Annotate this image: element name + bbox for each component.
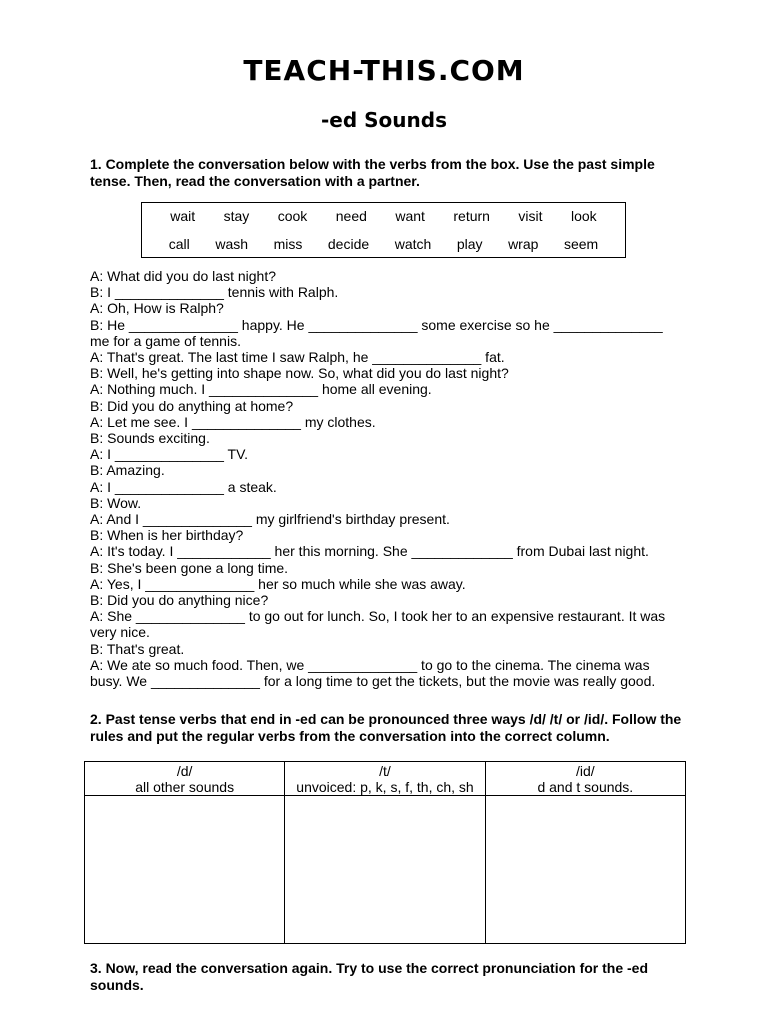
conversation-line: A: I ______________ TV. [90, 446, 249, 463]
answer-cell-d[interactable] [85, 796, 285, 944]
conversation-line: A: Yes, I ______________ her so much while she was away. [90, 575, 466, 592]
conversation-line: B: He ______________ happy. He ______________ some exercise so he ______________ [90, 316, 663, 333]
column-sound: /t/ [379, 762, 391, 779]
conversation-line: B: Amazing. [90, 462, 165, 479]
column-header-d [85, 762, 285, 796]
conversation-line: B: That's great. [90, 640, 185, 657]
answer-cell-t[interactable] [285, 796, 485, 944]
column-rule: all other sounds [135, 778, 235, 795]
conversation-line: A: Nothing much. I ______________ home all evening. [90, 381, 432, 398]
verb-word: visit [518, 208, 543, 224]
verb-word: wrap [508, 236, 539, 252]
verb-box [141, 202, 626, 258]
worksheet-title: -ed Sounds [321, 108, 447, 132]
column-header-id [485, 762, 685, 796]
column-header-t [285, 762, 485, 796]
conversation-line: A: She ______________ to go out for lunch. So, I took her to an expensive restaurant. It was [90, 608, 666, 625]
conversation-line: busy. We ______________ for a long time to get the tickets, but the movie was really good. [90, 673, 656, 690]
conversation-line: A: Oh, How is Ralph? [90, 300, 224, 317]
exercise-3-instruction: 3. Now, read the conversation again. Try to use the correct pronunciation for the -ed sounds. [90, 960, 649, 993]
verb-word: wash [215, 236, 249, 252]
answer-cell-id[interactable] [485, 796, 685, 944]
verb-word: look [571, 208, 597, 224]
verb-word: miss [273, 236, 303, 252]
conversation-line: very nice. [90, 624, 150, 641]
exercise-2-instruction: 2. Past tense verbs that end in -ed can be pronounced three ways /d/ /t/ or /id/. Follow the rules and put the regular verbs from the conversation into the correct column. [90, 711, 682, 744]
conversation-line: B: Did you do anything nice? [90, 592, 269, 609]
conversation-line: A: We ate so much food. Then, we ______________ to go to the cinema. The cinema was [90, 656, 650, 673]
exercise-1-instruction: 1. Complete the conversation below with the verbs from the box. Use the past simple tense. Then, read the conversation with a partner. [90, 156, 655, 189]
conversation [90, 268, 690, 689]
site-title: TEACH-THIS.COM [243, 54, 525, 87]
verb-row-1 [142, 207, 625, 225]
verb-word: stay [223, 208, 250, 224]
conversation-line: B: She's been gone a long time. [90, 559, 289, 576]
conversation-line: B: When is her birthday? [90, 527, 244, 544]
verb-row-2 [142, 235, 625, 253]
conversation-line: B: Sounds exciting. [90, 430, 210, 447]
verb-word: decide [327, 236, 370, 252]
column-sound: /id/ [575, 762, 595, 779]
column-sound: /d/ [176, 762, 193, 779]
conversation-line: me for a game of tennis. [90, 332, 241, 349]
conversation-line: A: That's great. The last time I saw Ralph, he ______________ fat. [90, 349, 505, 366]
verb-word: want [395, 208, 425, 224]
conversation-line: A: Let me see. I ______________ my clothes. [90, 413, 376, 430]
conversation-line: A: And I ______________ my girlfriend's birthday present. [90, 511, 450, 528]
conversation-line: A: I ______________ a steak. [90, 478, 277, 495]
conversation-line: B: Wow. [90, 494, 142, 511]
conversation-line: A: What did you do last night? [90, 268, 276, 284]
conversation-line: B: I ______________ tennis with Ralph. [90, 284, 339, 301]
column-rule: unvoiced: p, k, s, f, th, ch, sh [296, 778, 474, 795]
conversation-line: A: It's today. I ____________ her this morning. She _____________ from Dubai last night. [90, 543, 649, 560]
column-rule: d and t sounds. [537, 778, 634, 795]
verb-word: return [453, 208, 490, 224]
verb-word: need [335, 208, 367, 224]
conversation-line: B: Well, he's getting into shape now. So, what did you do last night? [90, 365, 509, 382]
verb-word: seem [563, 236, 599, 252]
sound-columns-table [84, 761, 686, 944]
verb-word: watch [394, 236, 432, 252]
verb-word: wait [170, 208, 196, 224]
verb-word: call [168, 236, 190, 252]
conversation-line: B: Did you do anything at home? [90, 397, 294, 414]
verb-word: play [456, 236, 483, 252]
verb-word: cook [277, 208, 308, 224]
